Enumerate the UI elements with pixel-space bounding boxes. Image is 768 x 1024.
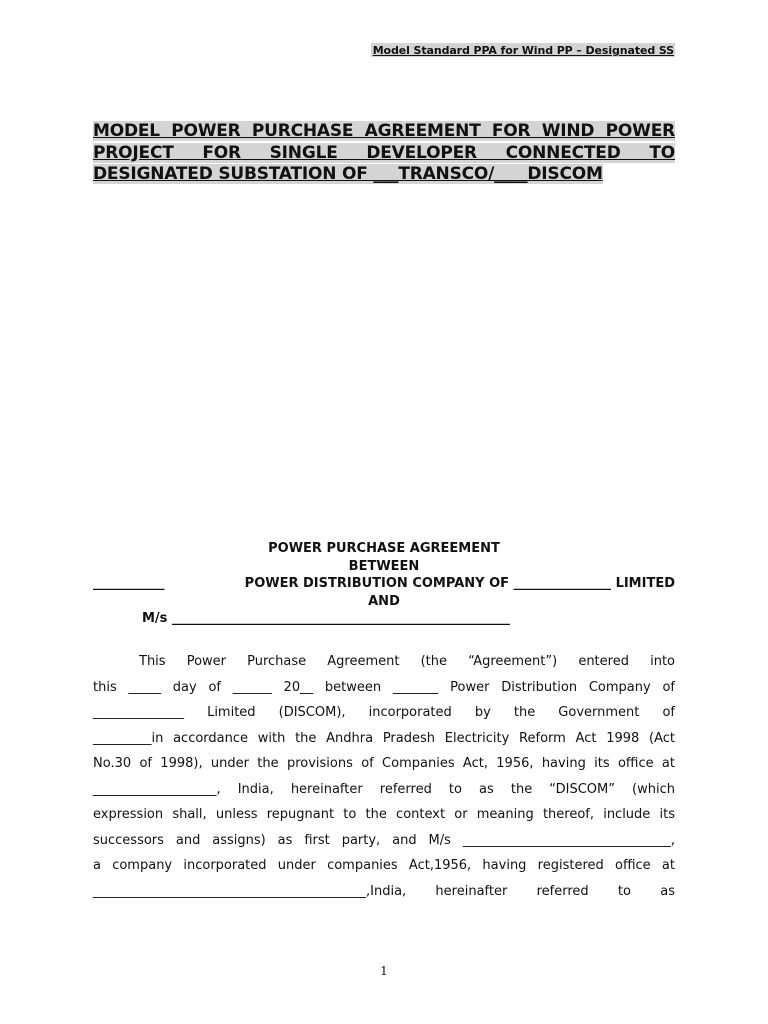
developer-party-line: M/s ____________________________________________________ — [142, 611, 510, 626]
running-header: Model Standard PPA for Wind PP – Designated SS — [372, 44, 674, 57]
body-line: expression shall, unless repugnant to the context or meaning thereof, include its — [93, 807, 675, 822]
body-line: ______________ Limited (DISCOM), incorporated by the Government of — [93, 705, 675, 720]
discom-party-text: POWER DISTRIBUTION COMPANY OF _______________ LIMITED — [244, 576, 675, 591]
document-title-text: MODEL POWER PURCHASE AGREEMENT FOR WIND POWER PROJECT FOR SINGLE DEVELOPER CONNECTED TO DESIGNATED SUBSTATION OF ___TRANSCO/____DISCOM — [93, 121, 675, 184]
body-line: a company incorporated under companies Act,1956, having registered office at — [93, 858, 675, 873]
and-label: AND — [368, 593, 400, 609]
body-line: successors and assigns) as first party, and M/s ________________________________, — [93, 832, 675, 848]
body-line: _________in accordance with the Andhra Pradesh Electricity Reform Act 1998 (Act — [93, 730, 675, 746]
parties-block — [93, 540, 675, 628]
discom-party-line — [93, 575, 675, 593]
discom-blank: ___________ — [93, 576, 165, 591]
page-number: 1 — [380, 964, 388, 978]
body-line: ___________________, India, hereinafter referred to as the “DISCOM” (which — [93, 781, 675, 797]
agreement-body — [93, 649, 675, 904]
document-title — [93, 121, 675, 186]
between-label: BETWEEN — [348, 558, 420, 574]
body-line: This Power Purchase Agreement (the “Agreement”) entered into — [139, 654, 675, 669]
body-line: this _____ day of ______ 20__ between _______ Power Distribution Company of — [93, 679, 675, 695]
body-line: No.30 of 1998), under the provisions of Companies Act, 1956, having its office at — [93, 756, 675, 771]
body-line: __________________________________________,India, hereinafter referred to as — [93, 883, 675, 899]
agreement-heading: POWER PURCHASE AGREEMENT — [268, 541, 500, 556]
